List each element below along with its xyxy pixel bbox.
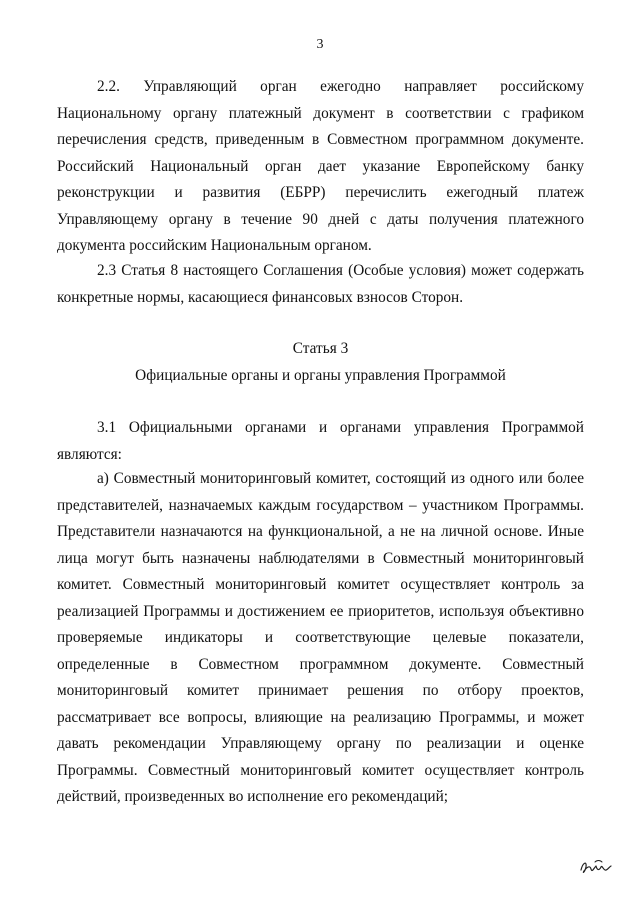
paragraph-3-1: 3.1 Официальными органами и органами управления Программой являются: [57, 419, 584, 463]
paragraph-2-3: 2.3 Статья 8 настоящего Соглашения (Особые условия) может содержать конкретные нормы, касающиеся финансовых взносов Сторон. [57, 262, 584, 306]
handwritten-initials-icon [578, 856, 614, 878]
page-number: 3 [316, 37, 324, 52]
paragraph-2-2: 2.2. Управляющий орган ежегодно направляет российскому Национальному органу платежный документ в соответствии с графиком перечисления средств, приведенным в Совместном программном документе. Российский Национальный орган дает указание Европейскому банку реконструкции и развития (ЕБРР) перечислить ежегодный платеж Управляющему органу в течение 90 дней с даты получения платежного документа российским Национальным органом. [57, 78, 584, 254]
paragraph-3-1-a: а) Совместный мониторинговый комитет, состоящий из одного или более представителей, назначаемых каждым государством – участником Программы. Представители назначаются на функциональной, а не на личной основе. Иные лица могут быть назначены наблюдателями в Совместный мониторинговый комитет. Совместный мониторинговый комитет осуществляет контроль за реализацией Программы и достижением ее приоритетов, используя объективно проверяемые индикаторы и соответствующие целевые показатели, определенные в Совместном программном документе. Совместный мониторинговый комитет принимает решения по отбору проектов, рассматривает все вопросы, влияющие на реализацию Программы, и может давать рекомендации Управляющему органу по реализации и оценке Программы. Совместный мониторинговый комитет осуществляет контроль действий, произведенных во исполнение его рекомендаций; [57, 470, 584, 805]
article-title: Официальные органы и органы управления Программой [135, 367, 506, 384]
article-heading: Статья 3 [292, 340, 349, 357]
